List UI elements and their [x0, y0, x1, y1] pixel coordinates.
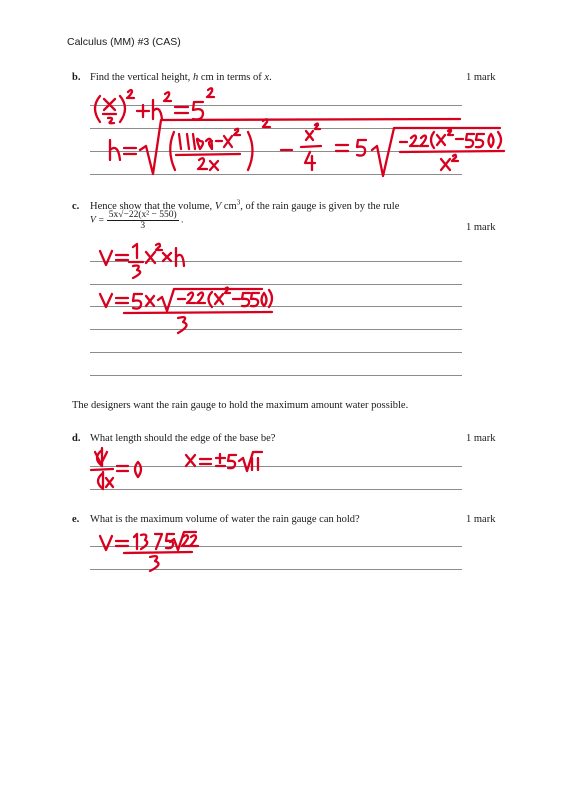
question-text: Hence show that the volume, V $cm^3$, of the rain gauge is given by the rule — [90, 198, 400, 212]
marks-label: 1 mark — [466, 433, 496, 444]
marks-label: 1 mark — [466, 222, 496, 233]
question-letter: c. — [72, 200, 80, 212]
question-letter: b. — [72, 72, 81, 83]
question-text: What is the maximum volume of water the rain gauge can hold? — [90, 514, 360, 525]
formula-trail: . — [181, 215, 184, 226]
statement-text: The designers want the rain gauge to hold the maximum amount water possible. — [72, 400, 409, 411]
formula-lhs: V = — [90, 215, 105, 226]
handwriting-b-line2 — [110, 119, 504, 176]
handwriting-e — [100, 532, 198, 571]
formula-denominator: 3 — [140, 221, 146, 231]
handwriting-c-line2 — [100, 288, 272, 334]
marks-label: 1 mark — [466, 72, 496, 83]
question-letter: d. — [72, 433, 81, 444]
handwriting-c-line1 — [100, 244, 184, 278]
handwriting-b-line1 — [95, 88, 214, 123]
marks-label: 1 mark — [466, 514, 496, 525]
question-text: Find the vertical height, h cm in terms of x. — [90, 72, 272, 83]
handwriting-d — [91, 448, 262, 489]
question-letter: e. — [72, 514, 80, 525]
question-text: What length should the edge of the base be? — [90, 433, 276, 444]
page-header: Calculus (MM) #3 (CAS) — [67, 36, 181, 48]
formula-numerator: 5x√−22(x² − 550) — [108, 210, 177, 220]
